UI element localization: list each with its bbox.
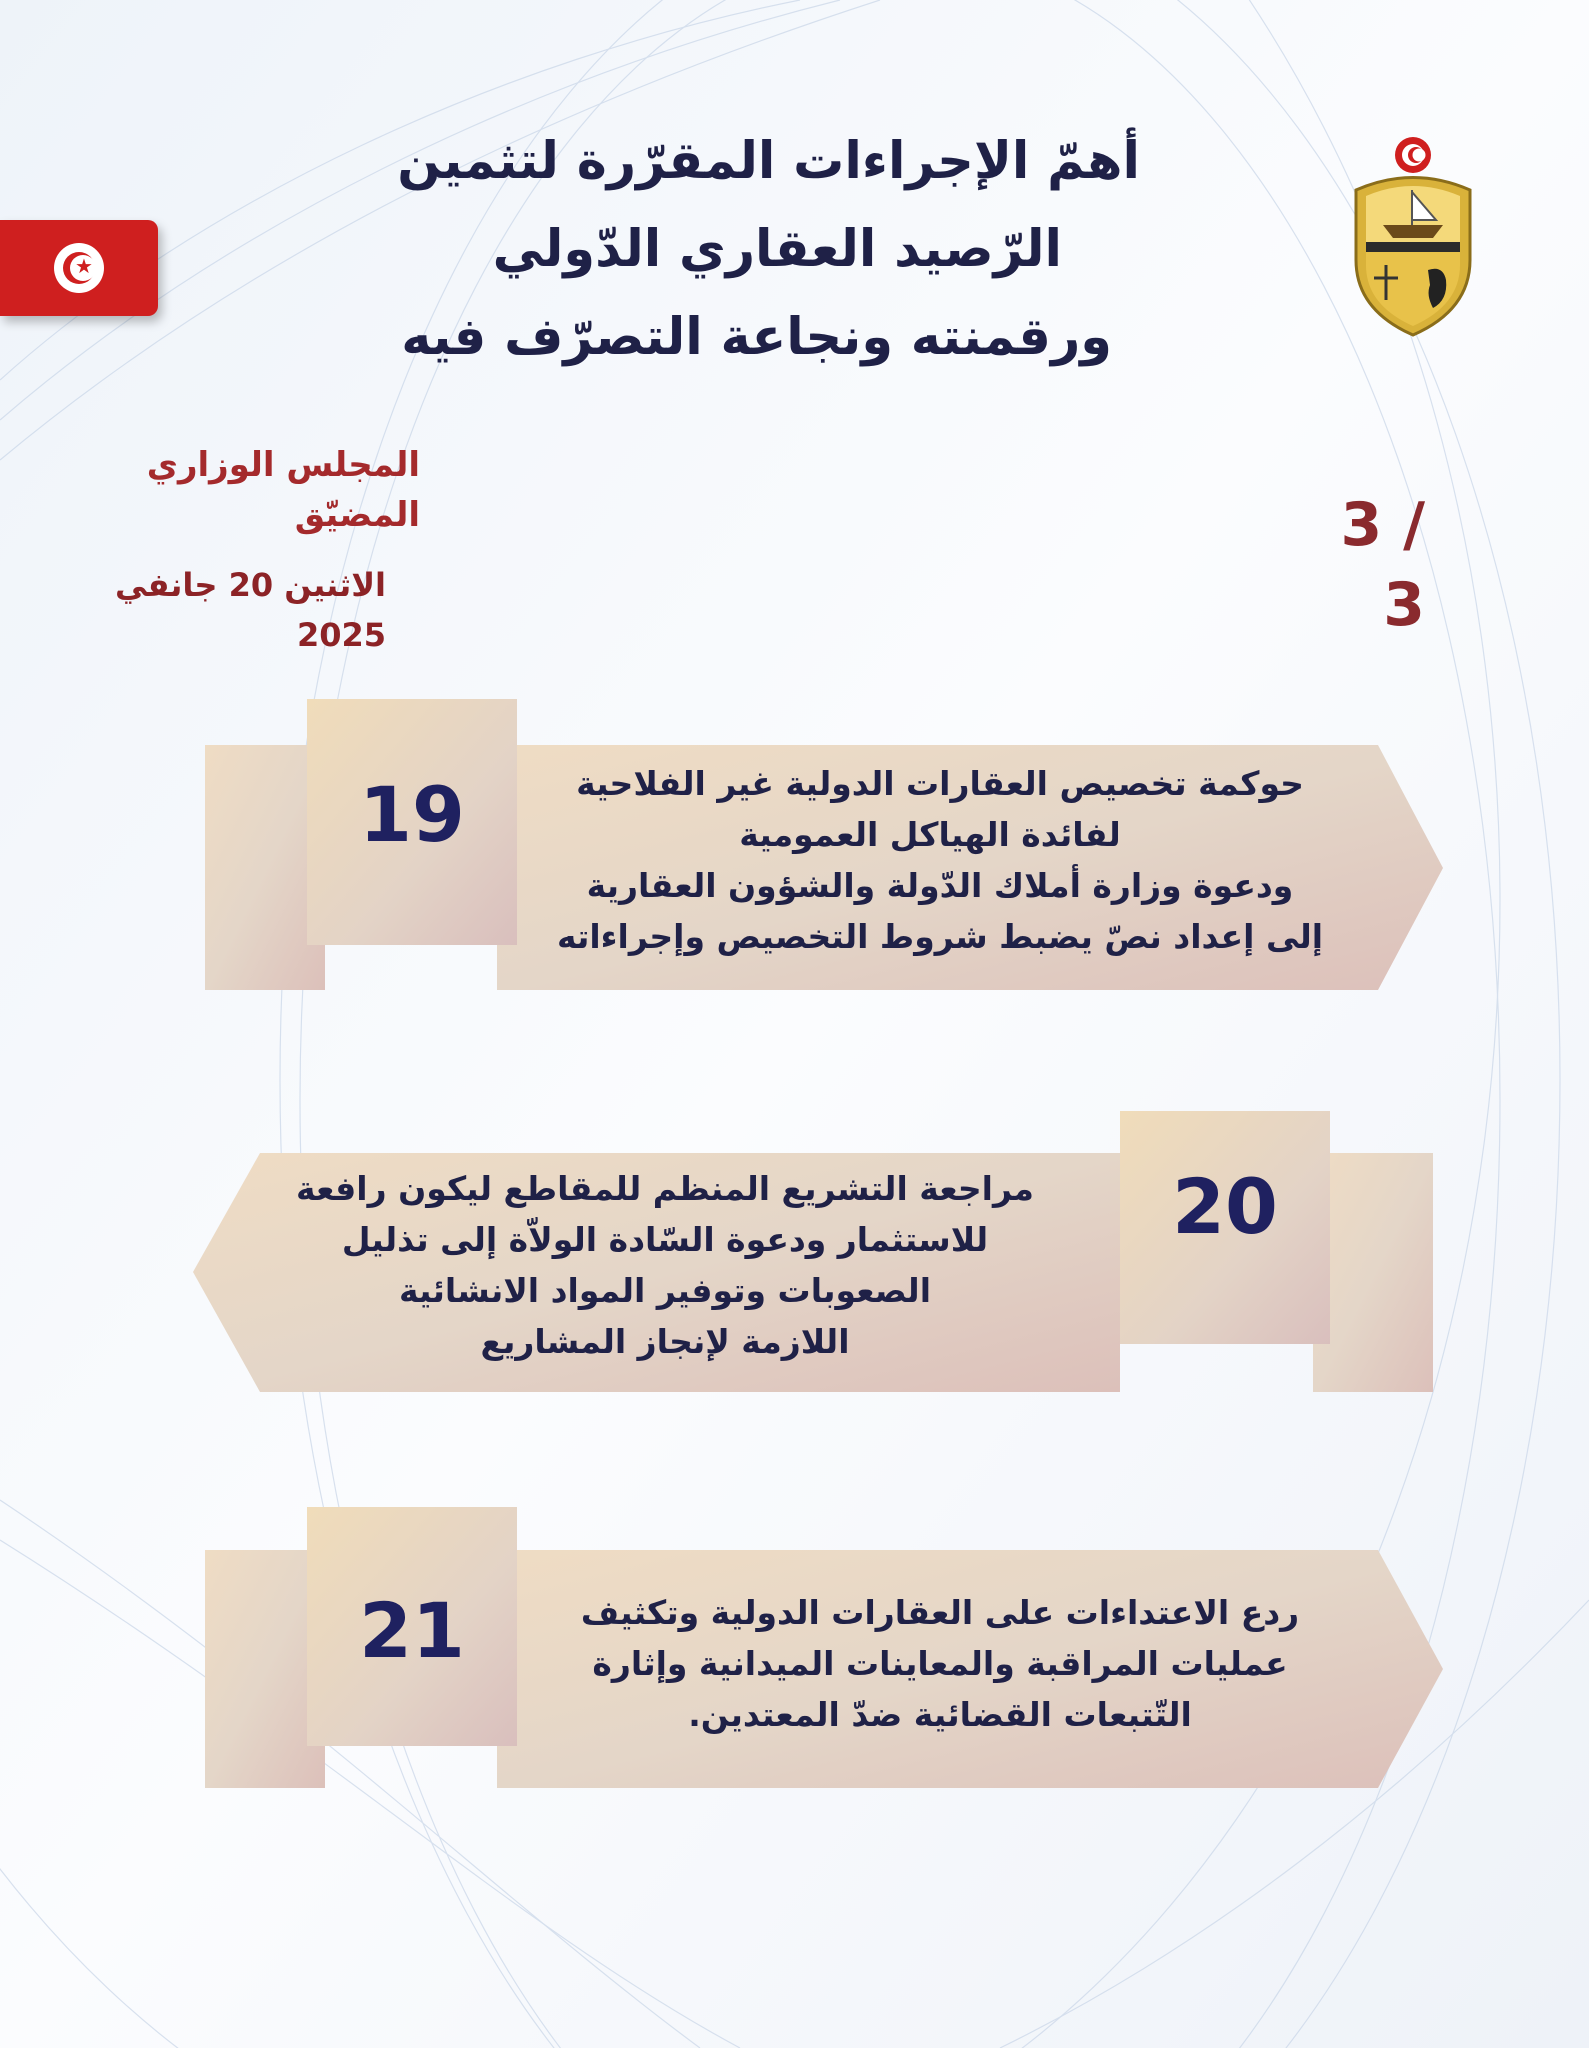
page-indicator: 3 / 3 (1340, 490, 1425, 640)
measure-21-text (540, 1587, 1340, 1740)
title-line: الرّصيد العقاري الدّولي (492, 220, 1062, 279)
measure-number: 19 (359, 769, 465, 859)
measure-20-text (250, 1163, 1080, 1367)
measure-line: حوكمة تخصيص العقارات الدولية غير الفلاحية (576, 764, 1304, 803)
measure-line: التّتبعات القضائية ضدّ المعتدين. (688, 1695, 1192, 1734)
measure-number: 20 (1172, 1161, 1278, 1251)
measure-line: للاستثمار ودعوة السّادة الولاّة إلى تذليل (341, 1220, 989, 1259)
title-line: أهمّ الإجراءات المقرّرة لتثمين (397, 132, 1140, 191)
measure-line: عمليات المراقبة والمعاينات الميدانية وإثارة (592, 1644, 1288, 1683)
measure-number: 21 (359, 1585, 465, 1675)
measure-line: إلى إعداد نصّ يضبط شروط التخصيص وإجراءاته (556, 917, 1324, 956)
measure-line: ردع الاعتداءات على العقارات الدولية وتكثيف (580, 1593, 1300, 1632)
measure-line: ودعوة وزارة أملاك الدّولة والشؤون العقارية (586, 866, 1294, 905)
measure-line: الصعوبات وتوفير المواد الانشائية (398, 1271, 932, 1310)
meeting-date: الاثنين 20 جانفي 2025 (114, 566, 386, 654)
title-line: ورقمنته ونجاعة التصرّف فيه (401, 308, 1112, 367)
measure-line: لفائدة الهياكل العمومية (739, 815, 1121, 854)
tunisia-flag-icon: ★ (0, 220, 158, 316)
council-name: المجلس الوزاري المضيّق (146, 445, 420, 535)
measure-line: اللازمة لإنجاز المشاريع (480, 1322, 850, 1361)
measure-line: مراجعة التشريع المنظم للمقاطع ليكون رافعة (296, 1169, 1034, 1208)
measure-19-text (540, 758, 1340, 962)
